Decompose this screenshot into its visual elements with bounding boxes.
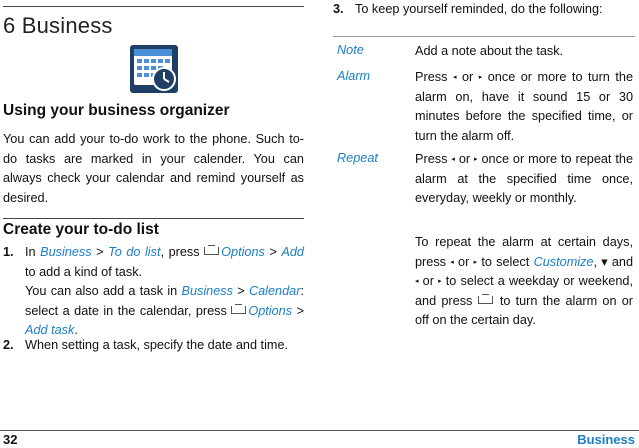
right-arrow-icon: ▸: [478, 74, 483, 81]
step-number: 2.: [3, 338, 14, 352]
desc-text: Press: [415, 70, 448, 84]
footer-rule: [0, 430, 639, 431]
right-arrow-icon: ▸: [474, 156, 478, 163]
right-arrow-icon: ▸: [473, 258, 478, 266]
left-arrow-icon: ◂: [451, 156, 455, 163]
right-arrow-icon: ▸: [438, 278, 442, 285]
option-label-alarm: Alarm: [337, 69, 371, 83]
step-1: [3, 243, 304, 341]
desc-text: once or more to turn the alarm on, have it sound 15 or 30 minutes before the specified time, or turn the alarm off.: [415, 70, 633, 143]
desc-text: , ▾ and: [593, 254, 634, 269]
table-top-rule: [333, 36, 635, 37]
softkey-icon: [231, 306, 246, 314]
menu-link-business[interactable]: Business: [40, 245, 92, 259]
desc-text: to select a weekday or weekend, and press: [415, 274, 633, 308]
page-number: 32: [3, 432, 18, 447]
footer-section-name: Business: [577, 432, 635, 447]
left-arrow-icon: ◂: [415, 278, 419, 285]
step-text: In: [25, 245, 36, 259]
chapter-top-rule: [3, 6, 304, 7]
menu-link-add-task[interactable]: Add task: [25, 323, 75, 337]
section-divider-rule: [3, 218, 304, 219]
step-3: [333, 0, 635, 20]
menu-link-add[interactable]: Add: [281, 245, 304, 259]
step-2: [3, 336, 304, 356]
option-desc-repeat: [415, 150, 633, 209]
separator: >: [296, 303, 305, 318]
option-label-repeat: Repeat: [337, 151, 378, 165]
step-text: You can also add a task in: [25, 284, 178, 298]
step-text: , press: [160, 245, 200, 259]
desc-text: To repeat the alarm at certain days, press: [415, 235, 633, 269]
menu-link-business[interactable]: Business: [181, 284, 233, 298]
step-number: 1.: [3, 245, 14, 259]
menu-link-options[interactable]: Options: [248, 303, 293, 318]
step-text: to add a kind of task.: [25, 264, 143, 279]
menu-link-options[interactable]: Options: [221, 245, 265, 259]
section-heading-todo: Create your to-do list: [3, 221, 159, 238]
menu-link-todo-list[interactable]: To do list: [108, 245, 161, 259]
separator: >: [96, 245, 104, 259]
step-number: 3.: [333, 2, 344, 16]
step-text: When setting a task, specify the date and time.: [25, 338, 289, 352]
section-heading-organizer: Using your business organizer: [3, 102, 230, 119]
desc-text: or: [458, 152, 471, 166]
step-text: : select a date in the calendar, press: [25, 284, 304, 318]
menu-link-customize[interactable]: Customize: [533, 254, 594, 269]
step-text: To keep yourself reminded, do the following:: [355, 2, 603, 16]
repeat-extra-paragraph: [415, 233, 633, 331]
desc-text: Press: [415, 152, 448, 166]
option-label-note: Note: [337, 43, 364, 57]
desc-text: or: [461, 70, 474, 84]
left-arrow-icon: ◂: [452, 74, 457, 81]
softkey-icon: [204, 247, 219, 255]
separator: >: [269, 245, 277, 259]
softkey-icon: [478, 296, 493, 304]
desc-text: to select: [481, 254, 530, 269]
separator: >: [237, 284, 245, 298]
desc-text: or: [458, 254, 470, 269]
option-desc-alarm: [415, 68, 633, 146]
calendar-clock-icon: [130, 45, 178, 93]
step-text: .: [74, 323, 78, 337]
desc-text: to turn the alarm on or off on the certain day.: [415, 293, 634, 327]
organizer-paragraph: You can add your to-do work to the phone. Such to-do tasks are marked in your calender. You can always check your calendar and remind yourself as desired.: [3, 132, 304, 205]
desc-text: once or more to repeat the alarm at the specified time once, everyday, weekly or monthly.: [415, 152, 634, 205]
desc-text: or: [422, 274, 434, 288]
menu-link-calendar[interactable]: Calendar: [248, 284, 301, 298]
chapter-title: 6 Business: [3, 13, 113, 38]
left-arrow-icon: ◂: [450, 258, 454, 266]
option-desc-note: Add a note about the task.: [415, 44, 564, 58]
